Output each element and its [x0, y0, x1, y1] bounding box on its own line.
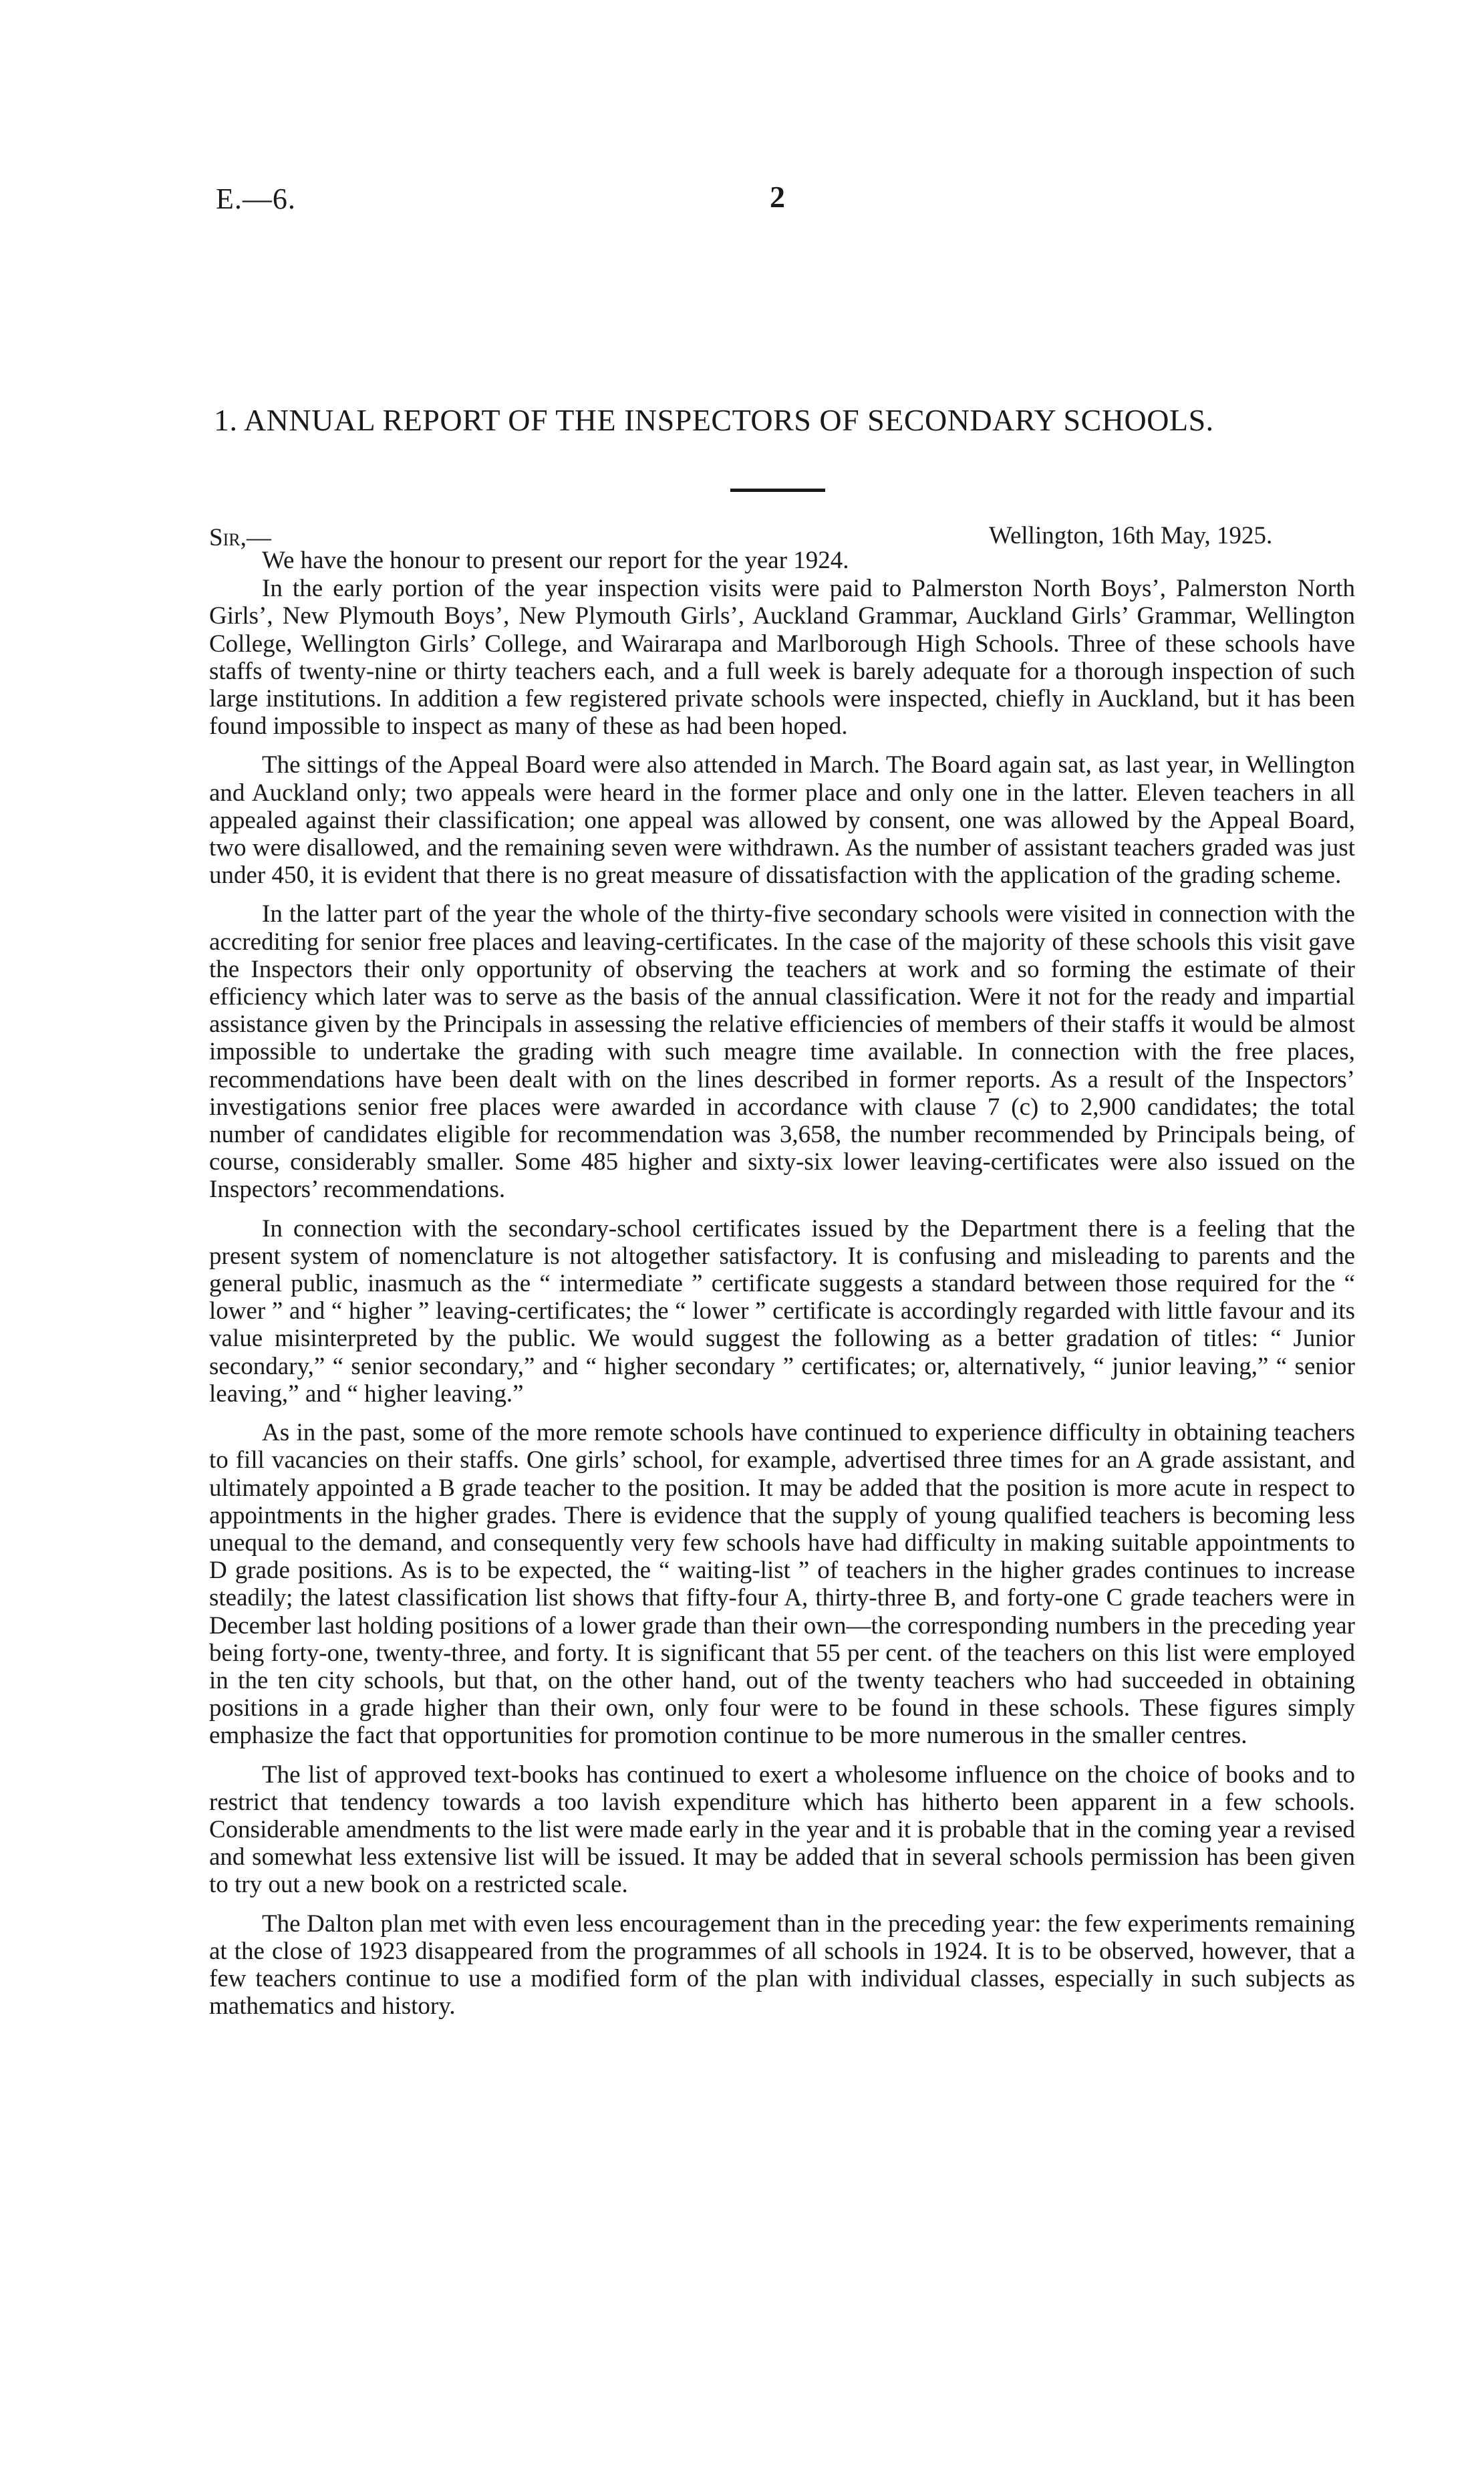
report-body	[209, 547, 1355, 2031]
salutation: Sir,—	[209, 524, 271, 551]
place-date: Wellington, 16th May, 1925.	[989, 522, 1273, 549]
paragraph-staffing: As in the past, some of the more remote schools have continued to experience difficulty in obtaining teachers to fill vacancies on their staffs. One girls’ school, for example, advertised three times for an A grade assistant, and ultimately appointed a B grade teacher to the position. It may be added that the position is more acute in respect to appointments in the higher grades. There is evidence that the supply of young qualified teachers is becoming less unequal to the demand, and consequently very few schools have had difficulty in making suitable appointments to D grade positions. As is to be expected, the “ waiting-list ” of teachers in the higher grades continues to increase steadily; the latest classification list shows that fifty-four A, thirty-three B, and forty-one C grade teachers were in December last holding positions of a lower grade than their own—the corresponding numbers in the preceding year being forty-one, twenty-three, and forty. It is significant that 55 per cent. of the teachers on this list were employed in the ten city schools, but that, on the other hand, out of the twenty teachers who had succeeded in obtaining positions in a grade higher than their own, only four were to be found in these schools. These figures simply emphasize the fact that opportunities for promotion continue to be more numerous in the smaller centres.	[209, 1419, 1355, 1750]
paragraph-dalton-plan: The Dalton plan met with even less encouragement than in the preceding year: the few experiments remaining at the close of 1923 disappeared from the programmes of all schools in 1924. It is to be observed, however, that a few teachers continue to use a modified form of the plan with individual classes, especially in such subjects as mathematics and history.	[209, 1910, 1355, 2020]
paragraph-inspection-visits: In the early portion of the year inspection visits were paid to Palmerston North Boys’, Palmerston North Girls’, New Plymouth Boys’, New Plymouth Girls’, Auckland Grammar, Auckland Girls’ Grammar, Wellington College, Wellington Girls’ College, and Wairarapa and Marlborough High Schools. Three of these schools have staffs of twenty-nine or thirty teachers each, and a full week is barely adequate for a thorough inspection of such large institutions. In addition a few registered private schools were inspected, chiefly in Auckland, but it has been found impossible to inspect as many of these as had been hoped.	[209, 575, 1355, 741]
title-rule	[730, 489, 825, 492]
paragraph-accrediting: In the latter part of the year the whole of the thirty-five secondary schools were visited in connection with the accrediting for senior free places and leaving-certificates. In the case of the majority of these schools this visit gave the Inspectors their only opportunity of observing the teachers at work and so forming the estimate of their efficiency which later was to serve as the basis of the annual classification. Were it not for the ready and impartial assistance given by the Principals in assessing the relative efficiencies of members of their staffs it would be almost impossible to undertake the grading with such meagre time available. In connection with the free places, recommendations have been dealt with on the lines described in former reports. As a result of the Inspectors’ investigations senior free places were awarded in accordance with clause 7 (c) to 2,900 candidates; the total number of candidates eligible for recommendation was 3,658, the number recommended by Principals being, of course, considerably smaller. Some 485 higher and sixty-six lower leaving-certificates were also issued on the Inspectors’ recommendations.	[209, 900, 1355, 1204]
paragraph-appeal-board: The sittings of the Appeal Board were also attended in March. The Board again sat, as last year, in Wellington and Auckland only; two appeals were heard in the former place and only one in the latter. Eleven teachers in all appealed against their classification; one appeal was allowed by consent, one was allowed by the Appeal Board, two were disallowed, and the remaining seven were withdrawn. As the number of assistant teachers graded was just under 450, it is evident that there is no great measure of dissatisfaction with the application of the grading scheme.	[209, 751, 1355, 890]
running-code: E.—6.	[216, 182, 296, 215]
paragraph-intro: We have the honour to present our report for the year 1924.	[262, 547, 849, 574]
paragraph-certificates: In connection with the secondary-school certificates issued by the Department there is a feeling that the present system of nomenclature is not altogether satisfactory. It is confusing and misleading to parents and the general public, inasmuch as the “ intermediate ” certificate suggests a standard between those required for the “ lower ” and “ higher ” leaving-certificates; the “ lower ” certificate is accordingly regarded with little favour and its value misinterpreted by the public. We would suggest the following as a better gradation of titles: “ Junior secondary,” “ senior secondary,” and “ higher secondary ” certificates; or, alternatively, “ junior leaving,” “ senior leaving,” and “ higher leaving.”	[209, 1214, 1355, 1408]
report-title: 1. ANNUAL REPORT OF THE INSPECTORS OF SECONDARY SCHOOLS.	[214, 403, 1214, 437]
page-number: 2	[770, 180, 785, 214]
paragraph-text-books: The list of approved text-books has continued to exert a wholesome influence on the choice of books and to restrict that tendency towards a too lavish expenditure which has hitherto been apparent in a few schools. Considerable amendments to the list were made early in the year and it is probable that in the coming year a revised and somewhat less extensive list will be issued. It may be added that in several schools permission has been given to try out a new book on a restricted scale.	[209, 1760, 1355, 1899]
